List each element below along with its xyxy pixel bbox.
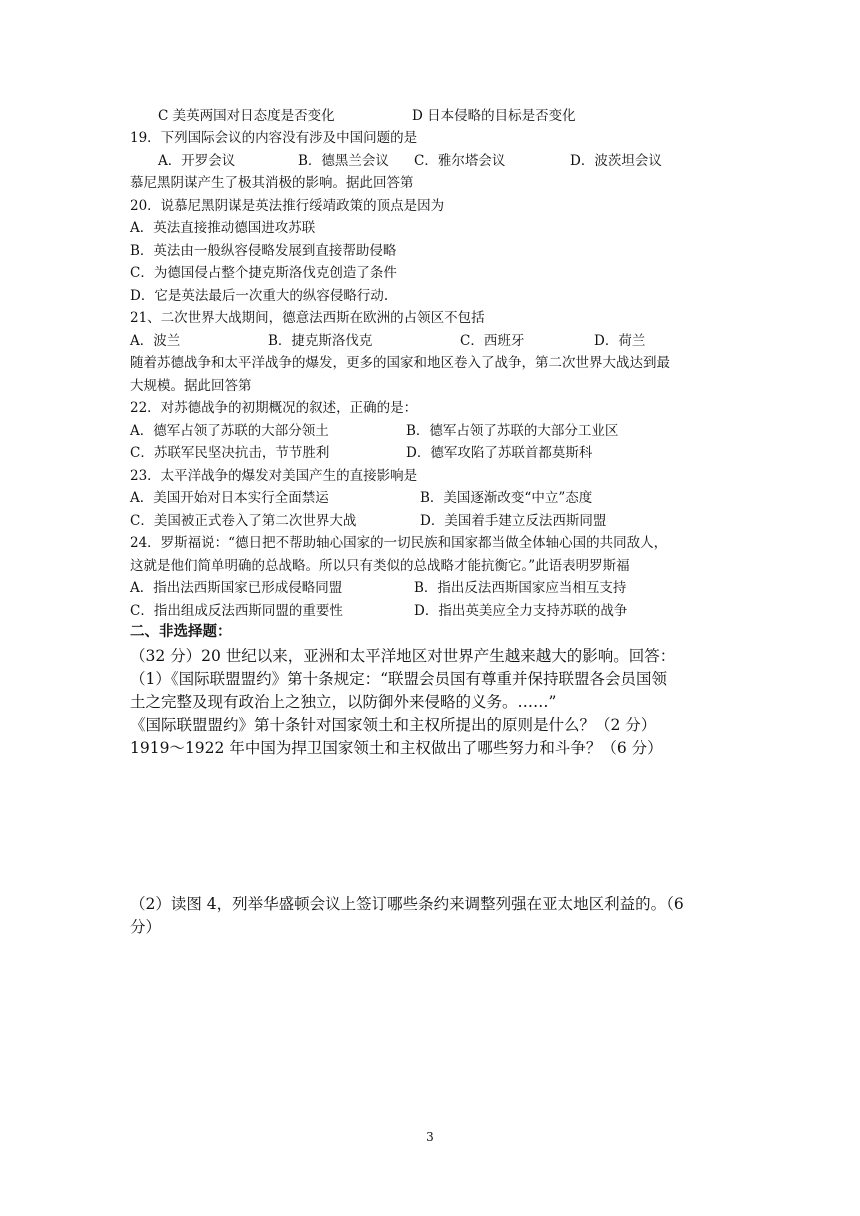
q21-option-a: A．波兰 bbox=[130, 333, 181, 349]
q22-option-d: D．德军攻陷了苏联首都莫斯科 bbox=[406, 445, 593, 461]
q23-option-b: B．美国逐渐改变“中立”态度 bbox=[420, 490, 593, 506]
q22-options-row-2 bbox=[130, 443, 730, 463]
essay-p2-line1: （2）读图 4，列举华盛顿会议上签订哪些条约来调整列强在亚太地区利益的。（6 bbox=[130, 895, 684, 913]
essay-p1-question2: 1919～1922 年中国为捍卫国家领土和主权做出了哪些努力和斗争？（6 分） bbox=[130, 739, 663, 757]
q23-stem: 23．太平洋战争的爆发对美国产生的直接影响是 bbox=[130, 468, 418, 484]
q24-options-row-2 bbox=[130, 601, 730, 621]
q24-option-c: C．指出组成反法西斯同盟的重要性 bbox=[130, 603, 343, 619]
q18-option-d: D 日本侵略的目标是否变化 bbox=[412, 108, 576, 124]
essay-p1-line2: 土之完整及现有政治上之独立，以防御外来侵略的义务。……” bbox=[130, 693, 557, 711]
essay-p1-line1: （1）《国际联盟盟约》第十条规定：“联盟会员国有尊重并保持联盟各会员国领 bbox=[130, 670, 668, 688]
q19-option-a: A．开罗会议 bbox=[158, 153, 236, 169]
q22-option-a: A．德军占领了苏联的大部分领土 bbox=[130, 423, 329, 439]
q24-option-a: A．指出法西斯国家已形成侵略同盟 bbox=[130, 580, 343, 596]
war-intro-line2: 大规模。据此回答第 bbox=[130, 378, 252, 394]
war-intro-line1: 随着苏德战争和太平洋战争的爆发，更多的国家和地区卷入了战争，第二次世界大战达到最 bbox=[130, 355, 670, 371]
q20-option-c: C．为德国侵占整个捷克斯洛伐克创造了条件 bbox=[130, 265, 397, 281]
q19-option-c: C．雅尔塔会议 bbox=[414, 153, 506, 169]
q19-option-d: D．波茨坦会议 bbox=[570, 153, 662, 169]
q21-option-c: C．西班牙 bbox=[460, 333, 525, 349]
q19-stem: 19．下列国际会议的内容没有涉及中国问题的是 bbox=[130, 130, 418, 146]
section-title: 二、非选择题： bbox=[130, 624, 232, 640]
q24-option-d: D．指出英美应全力支持苏联的战争 bbox=[414, 603, 628, 619]
essay-p2-line2: 分） bbox=[130, 918, 162, 936]
q20-stem: 20．说慕尼黑阴谋是英法推行绥靖政策的顶点是因为 bbox=[130, 198, 445, 214]
q24-option-b: B．指出反法西斯国家应当相互支持 bbox=[414, 580, 627, 596]
q20-option-d: D．它是英法最后一次重大的纵容侵略行动. bbox=[130, 288, 389, 304]
q23-options-row-2 bbox=[130, 511, 730, 531]
q19-option-b: B．德黑兰会议 bbox=[298, 153, 389, 169]
munich-intro: 慕尼黑阴谋产生了极其消极的影响。据此回答第 bbox=[130, 175, 414, 191]
essay-intro: （32 分）20 世纪以来，亚洲和太平洋地区对世界产生越来越大的影响。回答： bbox=[130, 647, 676, 665]
q18-option-c: C 美英两国对日态度是否变化 bbox=[158, 108, 335, 124]
q24-stem-line2: 这就是他们简单明确的总战略。所以只有类似的总战略才能抗衡它。”此语表明罗斯福 bbox=[130, 558, 630, 574]
q24-options-row-1 bbox=[130, 578, 730, 598]
q19-options-row bbox=[158, 151, 718, 171]
page-number: 3 bbox=[426, 1130, 434, 1144]
q23-option-c: C．美国被正式卷入了第二次世界大战 bbox=[130, 513, 357, 529]
q21-option-b: B．捷克斯洛伐克 bbox=[268, 333, 373, 349]
q22-option-c: C．苏联军民坚决抗击，节节胜利 bbox=[130, 445, 330, 461]
q23-option-d: D．美国着手建立反法西斯同盟 bbox=[420, 513, 607, 529]
q20-option-b: B．英法由一般纵容侵略发展到直接帮助侵略 bbox=[130, 243, 397, 259]
q23-options-row-1 bbox=[130, 488, 730, 508]
q24-stem-line1: 24．罗斯福说：“德日把不帮助轴心国家的一切民族和国家都当做全体轴心国的共同敌人， bbox=[130, 535, 668, 551]
q22-options-row-1 bbox=[130, 421, 730, 441]
q20-option-a: A．英法直接推动德国进攻苏联 bbox=[130, 220, 316, 236]
essay-p1-question1: 《国际联盟盟约》第十条针对国家领土和主权所提出的原则是什么？（2 分） bbox=[130, 716, 657, 734]
q22-stem: 22．对苏德战争的初期概况的叙述，正确的是： bbox=[130, 400, 418, 416]
q21-option-d: D．荷兰 bbox=[594, 333, 646, 349]
q23-option-a: A．美国开始对日本实行全面禁运 bbox=[130, 490, 329, 506]
q21-options-row bbox=[130, 331, 730, 351]
q22-option-b: B．德军占领了苏联的大部分工业区 bbox=[406, 423, 619, 439]
q18-options-row bbox=[158, 106, 576, 126]
q21-stem: 21、二次世界大战期间，德意法西斯在欧洲的占领区不包括 bbox=[130, 310, 485, 326]
